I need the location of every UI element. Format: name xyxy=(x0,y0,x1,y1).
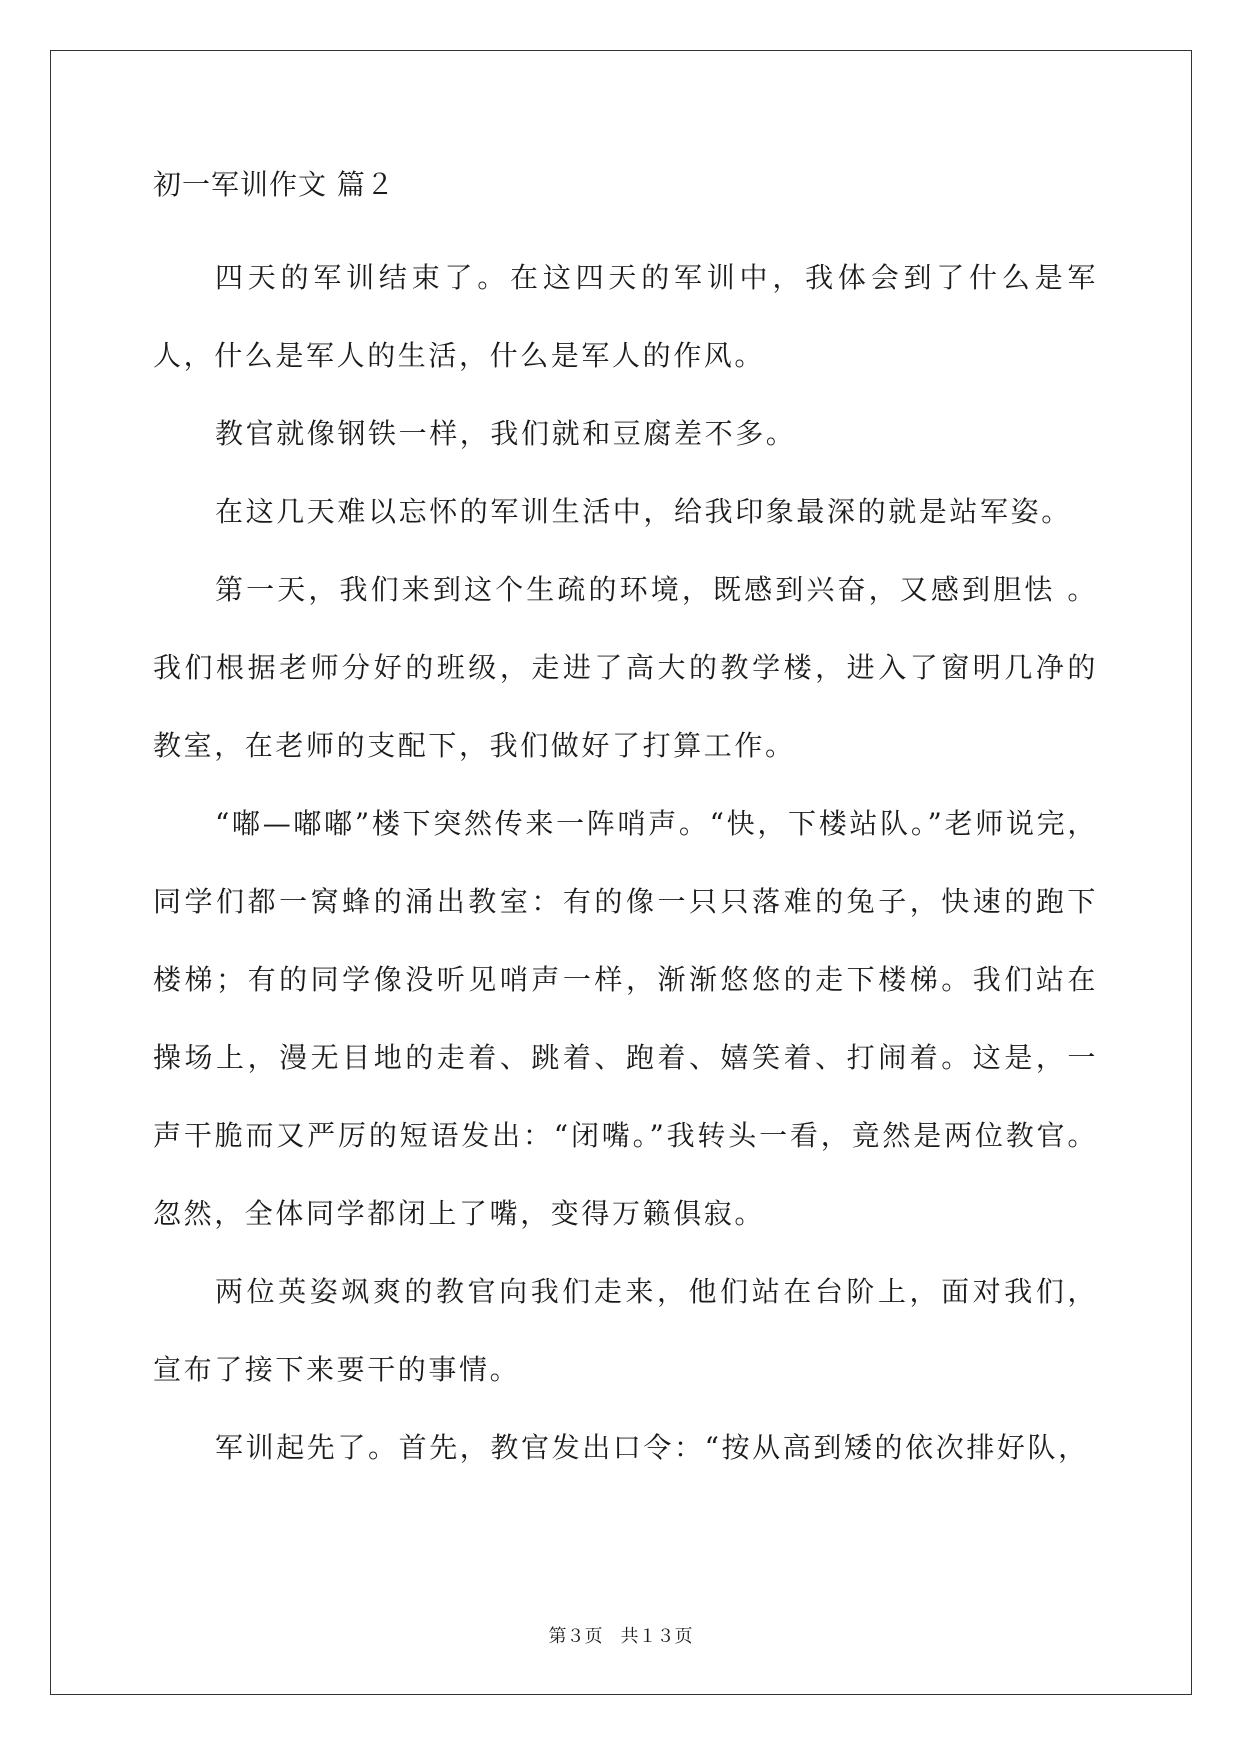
paragraph: 第一天，我们来到这个生疏的环境，既感到兴奋，又感到胆怯 。我们根据老师分好的班级，走进了高大的教学楼，进入了窗明几净的教室，在老师的支配下，我们做好了打算工作。 xyxy=(153,573,1098,762)
paragraph: 两位英姿飒爽的教官向我们走来，他们站在台阶上，面对我们，宣布了接下来要干的事情。 xyxy=(153,1275,1098,1386)
document-body xyxy=(153,162,1098,1487)
paragraph: “嘟—嘟嘟”楼下突然传来一阵哨声。“快，下楼站队。”老师说完，同学们都一窝蜂的涌出教室：有的像一只只落难的兔子，快速的跑下楼梯；有的同学像没听见哨声一样，渐渐悠悠的走下楼梯。我们站在操场上，漫无目地的走着、跳着、跑着、嬉笑着、打闹着。这是，一声干脆而又严厉的短语发出：“闭嘴。”我转头一看，竟然是两位教官。忽然，全体同学都闭上了嘴，变得万籁俱寂。 xyxy=(153,807,1098,1230)
paragraph: 教官就像钢铁一样，我们就和豆腐差不多。 xyxy=(215,417,797,450)
paragraph: 军训起先了。首先，教官发出口令：“按从高到矮的依次排好队， xyxy=(215,1431,1089,1464)
document-title: 初一军训作文 篇２ xyxy=(153,168,395,201)
paragraph: 在这几天难以忘怀的军训生活中，给我印象最深的就是站军姿。 xyxy=(215,495,1072,528)
paragraph: 四天的军训结束了。在这四天的军训中，我体会到了什么是军人，什么是军人的生活，什么是军人的作风。 xyxy=(153,261,1098,372)
page-number-footer: 第３页 共１３页 xyxy=(548,1626,693,1647)
